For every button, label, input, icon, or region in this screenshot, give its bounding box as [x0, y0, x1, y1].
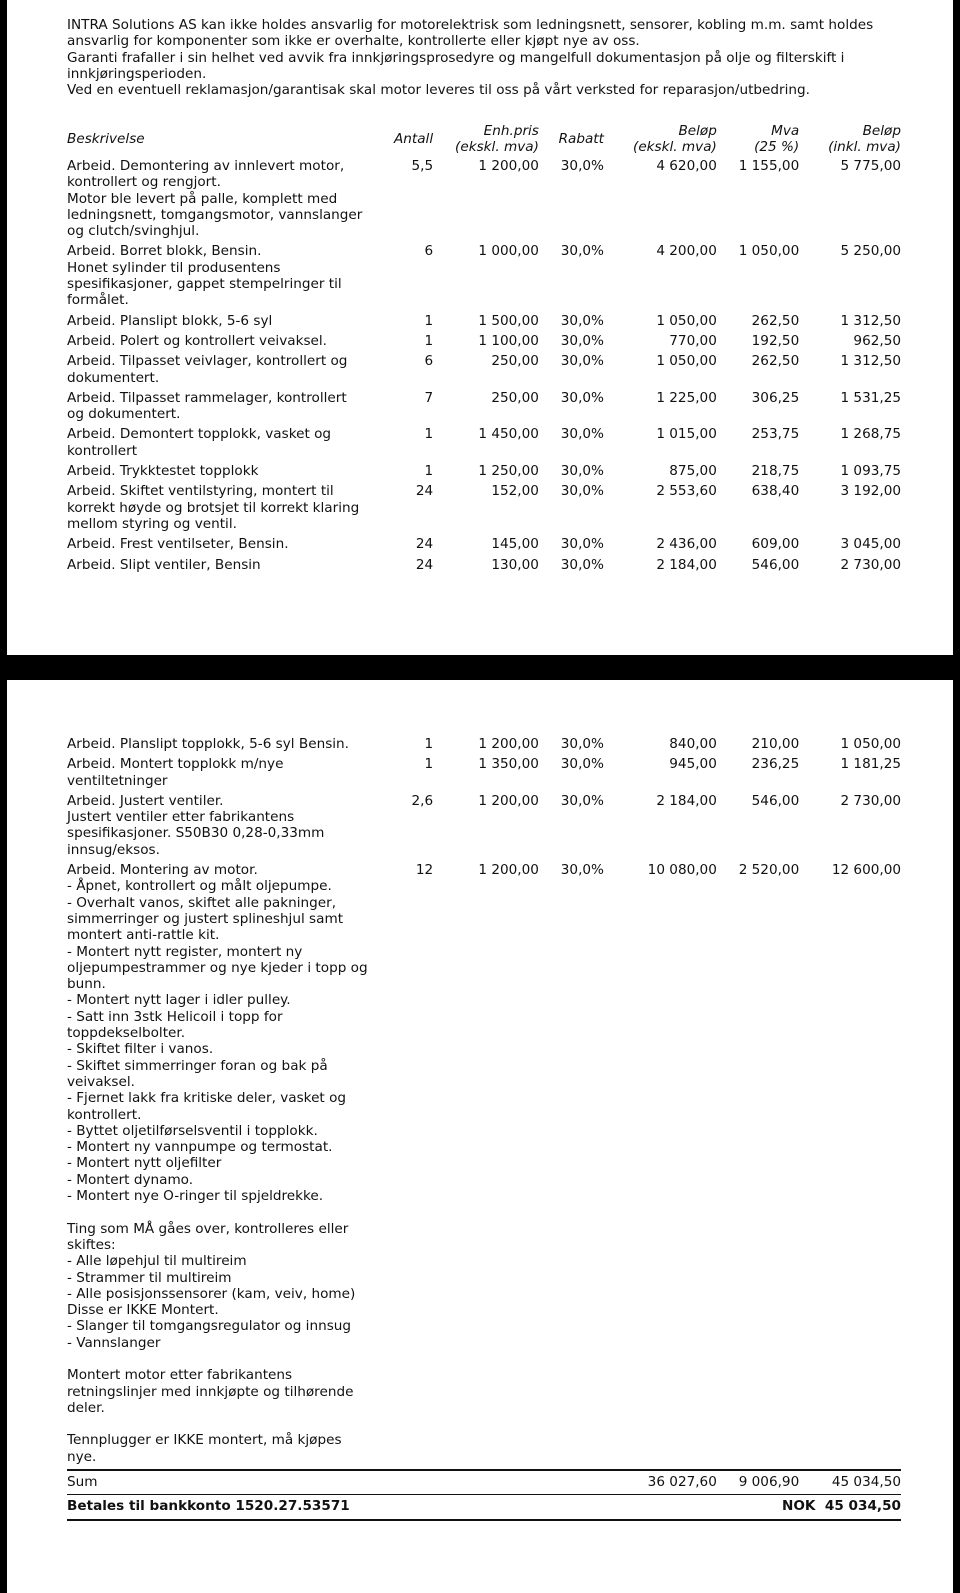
line-quantity: 1: [424, 756, 434, 773]
line-unit-price: 145,00: [491, 536, 539, 553]
line-unit-price: 1 500,00: [478, 312, 539, 329]
payment-currency: NOK: [781, 1498, 816, 1515]
line-discount: 30,0%: [560, 332, 604, 349]
table-row: [67, 756, 901, 793]
line-unit-price: 1 200,00: [478, 792, 539, 809]
line-quantity: 24: [415, 483, 434, 500]
table-header: [67, 120, 901, 158]
table-row: [67, 793, 901, 862]
line-quantity: 6: [424, 353, 434, 370]
invoice-page-1: [7, 0, 953, 655]
line-discount: 30,0%: [560, 862, 604, 879]
line-unit-price: 250,00: [491, 353, 539, 370]
table-row: [67, 463, 901, 483]
line-unit-price: 1 350,00: [478, 756, 539, 773]
line-description: Arbeid. Demontert topplokk, vasket og kontrollert: [67, 426, 332, 459]
line-amount-inc-vat: 1 312,50: [840, 312, 901, 329]
line-description: Arbeid. Tilpasset veivlager, kontrollert og dokumentert.: [67, 353, 348, 386]
line-unit-price: 1 200,00: [478, 158, 539, 174]
line-description: Arbeid. Justert ventiler. Justert ventiler etter fabrikantens spesifikasjoner. S50B30 0,28-0,33mm innsug/eksos.: [67, 792, 325, 858]
sum-amount-inc-vat: 45 034,50: [799, 1470, 901, 1495]
line-vat: 210,00: [751, 736, 800, 752]
line-amount-ex-vat: 1 015,00: [656, 426, 717, 443]
line-amount-inc-vat: 3 045,00: [840, 536, 901, 553]
sum-label: Sum: [67, 1470, 372, 1495]
line-amount-inc-vat: 3 192,00: [840, 483, 901, 500]
header-amount-ex-vat: Beløp (ekskl. mva): [633, 122, 717, 155]
line-amount-inc-vat: 1 312,50: [840, 353, 901, 370]
line-description: Arbeid. Planslipt blokk, 5-6 syl: [67, 312, 273, 329]
line-amount-inc-vat: 1 093,75: [840, 463, 901, 480]
line-quantity: 1: [424, 426, 434, 443]
line-vat: 306,25: [751, 389, 800, 406]
line-unit-price: 1 250,00: [478, 463, 539, 480]
payment-spacer: [604, 1495, 717, 1520]
line-vat: 192,50: [751, 332, 800, 349]
line-discount: 30,0%: [560, 158, 604, 174]
line-quantity: 24: [415, 556, 434, 573]
line-discount: 30,0%: [560, 353, 604, 370]
line-amount-ex-vat: 2 436,00: [656, 536, 717, 553]
header-description: Beskrivelse: [67, 130, 145, 147]
line-quantity: 6: [424, 243, 434, 260]
line-description: Arbeid. Montert topplokk m/nye ventiltetninger: [67, 756, 284, 789]
header-unit-price: Enh.pris (ekskl. mva): [455, 122, 539, 155]
payment-label: Betales til bankkonto 1520.27.53571: [67, 1495, 604, 1520]
invoice-page-2: [7, 680, 953, 1593]
line-amount-inc-vat: 2 730,00: [840, 556, 901, 573]
line-amount-inc-vat: 5 250,00: [840, 243, 901, 260]
payment-total: [717, 1495, 901, 1520]
header-quantity: Antall: [393, 130, 434, 147]
sum-vat: 9 006,90: [717, 1470, 799, 1495]
header-amount-inc-vat: Beløp (inkl. mva): [828, 122, 901, 155]
line-description: Arbeid. Trykktestet topplokk: [67, 463, 259, 480]
disclaimer-line: Ved en eventuell reklamasjon/garantisak skal motor leveres til oss på vårt verksted for reparasjon/utbedring.: [67, 82, 810, 99]
line-amount-inc-vat: 12 600,00: [831, 862, 901, 879]
table-row: [67, 736, 901, 756]
line-description: Arbeid. Planslipt topplokk, 5-6 syl Bensin.: [67, 736, 349, 752]
line-description: Arbeid. Polert og kontrollert veivaksel.: [67, 332, 327, 349]
line-amount-ex-vat: 2 184,00: [656, 792, 717, 809]
line-discount: 30,0%: [560, 756, 604, 773]
disclaimer: [67, 17, 907, 98]
line-amount-ex-vat: 4 200,00: [656, 243, 717, 260]
disclaimer-line: Garanti frafaller i sin helhet ved avvik fra innkjøringsprosedyre og mangelfull dokumentasjon på olje og filterskift i innkjøringsperioden.: [67, 49, 845, 82]
table-row: [67, 483, 901, 536]
line-amount-ex-vat: 840,00: [669, 736, 717, 752]
line-discount: 30,0%: [560, 736, 604, 752]
table-row: [67, 426, 901, 463]
line-amount-ex-vat: 10 080,00: [647, 862, 717, 879]
table-row: [67, 333, 901, 353]
line-discount: 30,0%: [560, 312, 604, 329]
line-amount-ex-vat: 770,00: [669, 332, 717, 349]
line-description: Arbeid. Borret blokk, Bensin. Honet sylinder til produsentens spesifikasjoner, gappet stempelringer til formålet.: [67, 243, 342, 309]
line-quantity: 1: [424, 332, 434, 349]
line-amount-ex-vat: 945,00: [669, 756, 717, 773]
line-unit-price: 1 200,00: [478, 736, 539, 752]
line-vat: 1 155,00: [738, 158, 800, 174]
line-vat: 1 050,00: [738, 243, 800, 260]
line-amount-inc-vat: 1 268,75: [840, 426, 901, 443]
line-vat: 262,50: [751, 353, 800, 370]
line-discount: 30,0%: [560, 243, 604, 260]
line-amount-ex-vat: 4 620,00: [656, 158, 717, 174]
line-amount-ex-vat: 2 553,60: [656, 483, 717, 500]
line-unit-price: 1 200,00: [478, 862, 539, 879]
header-vat: Mva (25 %): [754, 122, 800, 155]
line-description: Arbeid. Slipt ventiler, Bensin: [67, 556, 261, 573]
table-row: [67, 313, 901, 333]
line-quantity: 1: [424, 736, 434, 752]
line-quantity: 12: [415, 862, 434, 879]
line-amount-ex-vat: 1 225,00: [656, 389, 717, 406]
sum-rabatt-cell: [539, 1470, 604, 1495]
line-amount-inc-vat: 1 050,00: [840, 736, 901, 752]
line-discount: 30,0%: [560, 536, 604, 553]
table-row: [67, 243, 901, 312]
sum-row: [67, 1470, 901, 1495]
line-quantity: 7: [424, 389, 434, 406]
sum-qty-cell: [372, 1470, 433, 1495]
table-row: [67, 353, 901, 390]
line-discount: 30,0%: [560, 389, 604, 406]
table-row: [67, 158, 901, 243]
line-vat: 262,50: [751, 312, 800, 329]
line-vat: 638,40: [751, 483, 800, 500]
sum-unit-cell: [433, 1470, 539, 1495]
line-discount: 30,0%: [560, 792, 604, 809]
line-quantity: 24: [415, 536, 434, 553]
line-amount-inc-vat: 1 181,25: [840, 756, 901, 773]
line-amount-ex-vat: 2 184,00: [656, 556, 717, 573]
disclaimer-line: INTRA Solutions AS kan ikke holdes ansvarlig for motorelektrisk som ledningsnett, sensorer, kobling m.m. samt holdes ansvarlig for komponenter som ikke er overhalte, kontrollerte eller kjøpt nye av oss.: [67, 17, 874, 50]
line-unit-price: 250,00: [491, 389, 539, 406]
line-vat: 546,00: [751, 792, 800, 809]
line-quantity: 1: [424, 312, 434, 329]
line-vat: 236,25: [751, 756, 800, 773]
line-description: Arbeid. Frest ventilseter, Bensin.: [67, 536, 289, 553]
line-vat: 609,00: [751, 536, 800, 553]
line-quantity: 5,5: [411, 158, 434, 174]
table-row: [67, 390, 901, 427]
invoice-table-continued: [67, 736, 901, 1521]
line-vat: 2 520,00: [738, 862, 800, 879]
table-row: [67, 862, 901, 1470]
line-vat: 253,75: [751, 426, 800, 443]
line-discount: 30,0%: [560, 483, 604, 500]
line-amount-inc-vat: 962,50: [853, 332, 901, 349]
line-unit-price: 1 100,00: [478, 332, 539, 349]
line-amount-ex-vat: 1 050,00: [656, 312, 717, 329]
sum-amount-ex-vat: 36 027,60: [604, 1470, 717, 1495]
line-amount-ex-vat: 1 050,00: [656, 353, 717, 370]
payment-amount: 45 034,50: [824, 1498, 901, 1515]
line-description: Arbeid. Tilpasset rammelager, kontrollert og dokumentert.: [67, 389, 347, 423]
line-amount-inc-vat: 1 531,25: [840, 389, 901, 406]
line-amount-inc-vat: 2 730,00: [840, 792, 901, 809]
line-description: Arbeid. Demontering av innlevert motor, kontrollert og rengjort. Motor ble levert på palle, komplett med ledningsnett, tomgangsmotor, vannslanger og clutch/svinghjul.: [67, 158, 363, 240]
line-vat: 546,00: [751, 556, 800, 573]
line-unit-price: 152,00: [491, 483, 539, 500]
line-quantity: 2,6: [411, 792, 434, 809]
line-description: Arbeid. Skiftet ventilstyring, montert til korrekt høyde og brotsjet til korrekt klaring mellom styring og ventil.: [67, 483, 360, 532]
line-discount: 30,0%: [560, 556, 604, 573]
line-quantity: 1: [424, 463, 434, 480]
payment-row: [67, 1495, 901, 1520]
line-discount: 30,0%: [560, 426, 604, 443]
line-amount-ex-vat: 875,00: [669, 463, 717, 480]
line-amount-inc-vat: 5 775,00: [840, 158, 901, 174]
table-row: [67, 536, 901, 556]
line-vat: 218,75: [751, 463, 800, 480]
table-row: [67, 557, 901, 577]
line-description: Arbeid. Montering av motor. - Åpnet, kontrollert og målt oljepumpe. - Overhalt vanos, skiftet alle pakninger, simmerringer og justert splineshjul samt montert anti-rattle kit. - Montert nytt register, montert ny oljepumpestrammer og nye kjeder i topp og bunn. - Montert nytt lager i idler pulley. - Satt inn 3stk Helicoil i topp for toppdekselbolter. - Skiftet filter i vanos. - Skiftet simmerringer foran og bak på veivaksel. - Fjernet lakk fra kritiske deler, vasket og kontrollert. - Byttet oljetilførselsventil i topplokk. - Montert ny vannpumpe og termostat. - Montert nytt oljefilter - Montert dynamo. - Montert nye O-ringer til spjeldrekke. Ting som MÅ gåes over, kontrolleres eller skiftes: - Alle løpehjul til multireim - Strammer til multireim - Alle posisjonssensorer (kam, veiv, home) Disse er IKKE Montert. - Slanger til tomgangsregulator og innsug - Vannslanger Montert motor etter fabrikantens retningslinjer med innkjøpte og tilhørende deler. Tennplugger er IKKE montert, må kjøpes nye.: [67, 862, 368, 1465]
header-discount: Rabatt: [558, 130, 604, 147]
line-unit-price: 1 450,00: [478, 426, 539, 443]
invoice-table: [67, 120, 901, 577]
line-unit-price: 1 000,00: [478, 243, 539, 260]
line-unit-price: 130,00: [491, 556, 539, 573]
line-discount: 30,0%: [560, 463, 604, 480]
